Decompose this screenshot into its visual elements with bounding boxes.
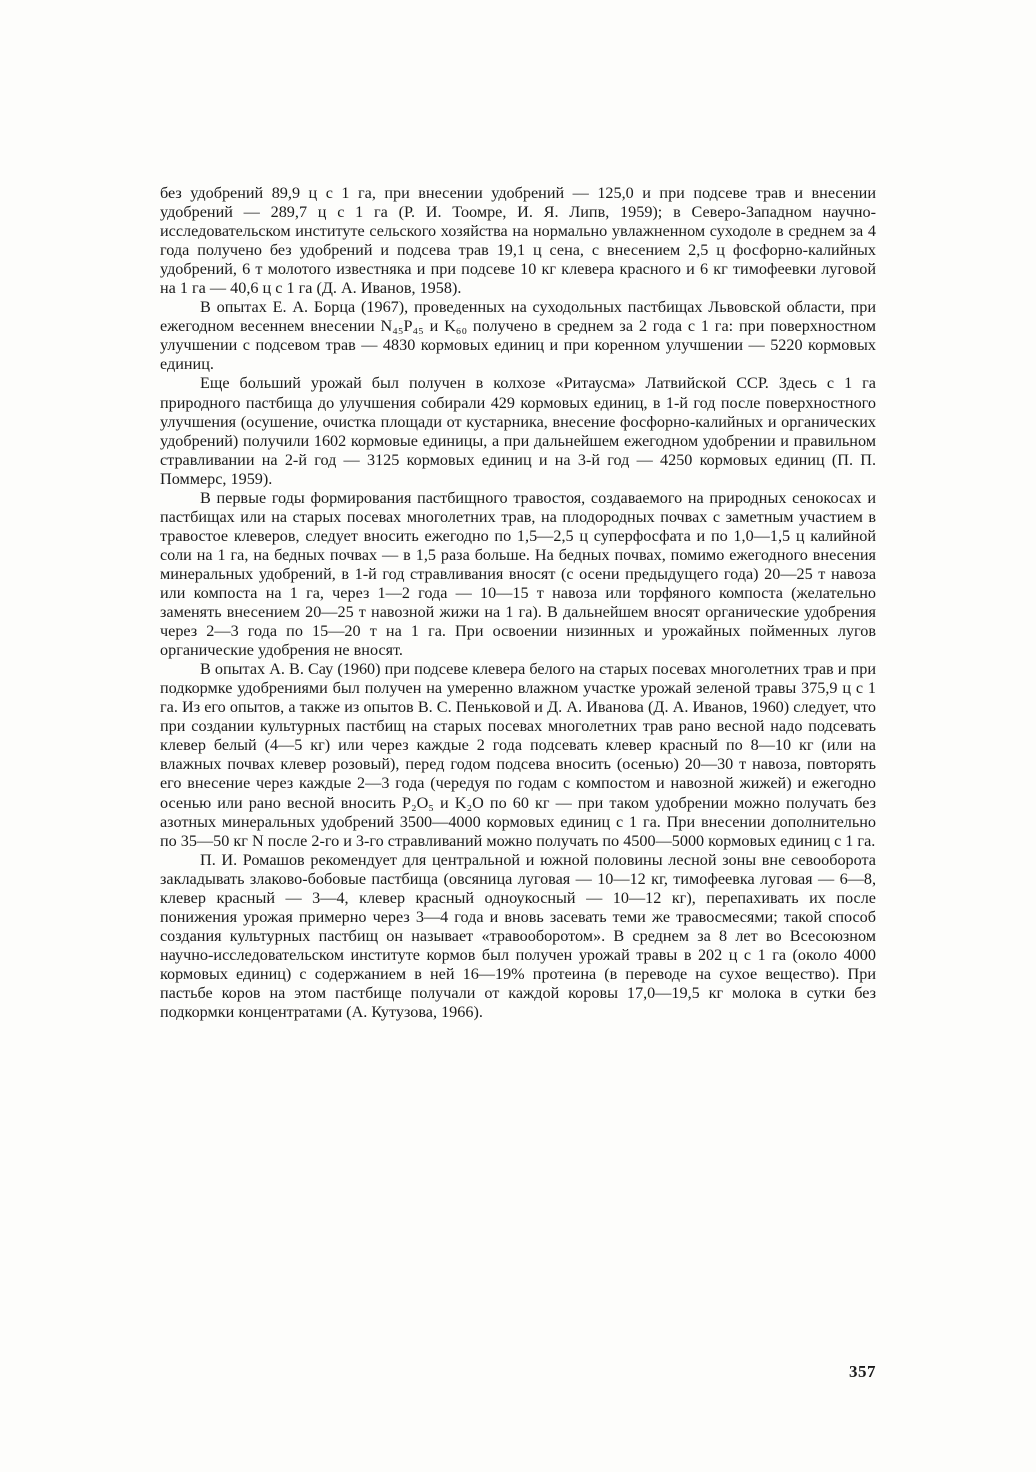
paragraph-4: В первые годы формирования пастбищного травостоя, создаваемого на природных сенокосах и пастбищах или на старых посевах многолетних трав, на плодородных почвах с заметным участием в травостое клеверов, следует вносить ежегодно по 1,5—2,5 ц суперфосфата и по 1,0—1,5 ц калийной соли на 1 га, на бедных почвах — в 1,5 раза больше. На бедных почвах, помимо ежегодного внесения минеральных удобрений, в 1-й год стравливания вносят (с осени предыдущего года) 20—25 т навоза или компоста на 1 га, через 1—2 года — 10—15 т навоза или торфяного компоста (желательно заменять внесением 20—25 т навозной жижи на 1 га). В дальнейшем вносят органические удобрения через 2—3 года по 15—20 т на 1 га. При освоении низинных и урожайных пойменных лугов органические удобрения не вносят. xyxy=(160,488,876,660)
paragraph-2: В опытах Е. А. Борца (1967), проведенных на суходольных пастбищах Львовской области, при ежегодном весеннем внесении N₄₅P₄₅ и K₆₀ получено в среднем за 2 года с 1 га: при поверхностном улучшении с подсевом трав — 4830 кормовых единиц и при коренном улучшении — 5220 кормовых единиц. xyxy=(160,298,876,374)
paragraph-1: без удобрений 89,9 ц с 1 га, при внесении удобрений — 125,0 и при подсеве трав и внесении удобрений — 289,7 ц с 1 га (Р. И. Тоомре, И. Я. Липв, 1959); в Северо-Западном научно-исследовательском институте сельского хозяйства на нормально увлажненном суходоле в среднем за 4 года получено без удобрений и подсева трав 19,1 ц сена, с внесением 2,5 ц фосфорно-калийных удобрений, 6 т молотого известняка и при подсеве 10 кг клевера красного и 6 кг тимофеевки луговой на 1 га — 40,6 ц с 1 га (Д. А. Иванов, 1958). xyxy=(160,184,876,298)
paragraph-5: В опытах А. В. Сау (1960) при подсеве клевера белого на старых посевах многолетних трав и при подкормке удобрениями был получен на умеренно влажном участке урожай зеленой травы 375,9 ц с 1 га. Из его опытов, а также из опытов В. С. Пеньковой и Д. А. Иванова (Д. А. Иванов, 1960) следует, что при создании культурных пастбищ на старых посевах многолетних трав рано весной надо подсевать клевер белый (4—5 кг) или через каждые 2 года подсевать клевер красный по 8—10 кг (или на влажных почвах клевер розовый), перед годом подсева вносить (осенью) 20—30 т навоза, повторять его внесение через каждые 2—3 года (чередуя по годам с компостом и навозной жижей) и ежегодно осенью или рано весной вносить P₂O₅ и K₂O по 60 кг — при таком удобрении можно получать без азотных минеральных удобрений 3500—4000 кормовых единиц с 1 га. При внесении дополнительно по 35—50 кг N после 2-го и 3-го стравливаний можно получать по 4500—5000 кормовых единиц с 1 га. xyxy=(160,660,876,850)
body-text xyxy=(160,184,876,1022)
page-number: 357 xyxy=(849,1362,876,1381)
paragraph-6: П. И. Ромашов рекомендует для центральной и южной половины лесной зоны вне севооборота закладывать злаково-бобовые пастбища (овсяница луговая — 10—12 кг, тимофеевка луговая — 6—8, клевер красный — 3—4, клевер красный одноукосный — 10—12 кг), перепахивать их после понижения урожая примерно через 3—4 года и вновь засевать теми же травосмесями; такой способ создания культурных пастбищ он называет «травооборотом». В среднем за 8 лет во Всесоюзном научно-исследовательском институте кормов был получен урожай травы в 202 ц с 1 га (около 4000 кормовых единиц) с содержанием в ней 16—19% протеина (в переводе на сухое вещество). При пастьбе коров на этом пастбище получали от каждой коровы 17,0—19,5 кг молока в сутки без подкормки концентратами (А. Кутузова, 1966). xyxy=(160,850,876,1022)
paragraph-3: Еще больший урожай был получен в колхозе «Ритаусма» Латвийской ССР. Здесь с 1 га природного пастбища до улучшения собирали 429 кормовых единиц, в 1-й год после поверхностного улучшения (осушение, очистка площади от кустарника, внесение фосфорно-калийных и органических удобрений) получили 1602 кормовые единицы, а при дальнейшем ежегодном удобрении и правильном стравливании на 2-й год — 3125 кормовых единиц и на 3-й год — 4250 кормовых единиц (П. П. Поммерс, 1959). xyxy=(160,374,876,488)
